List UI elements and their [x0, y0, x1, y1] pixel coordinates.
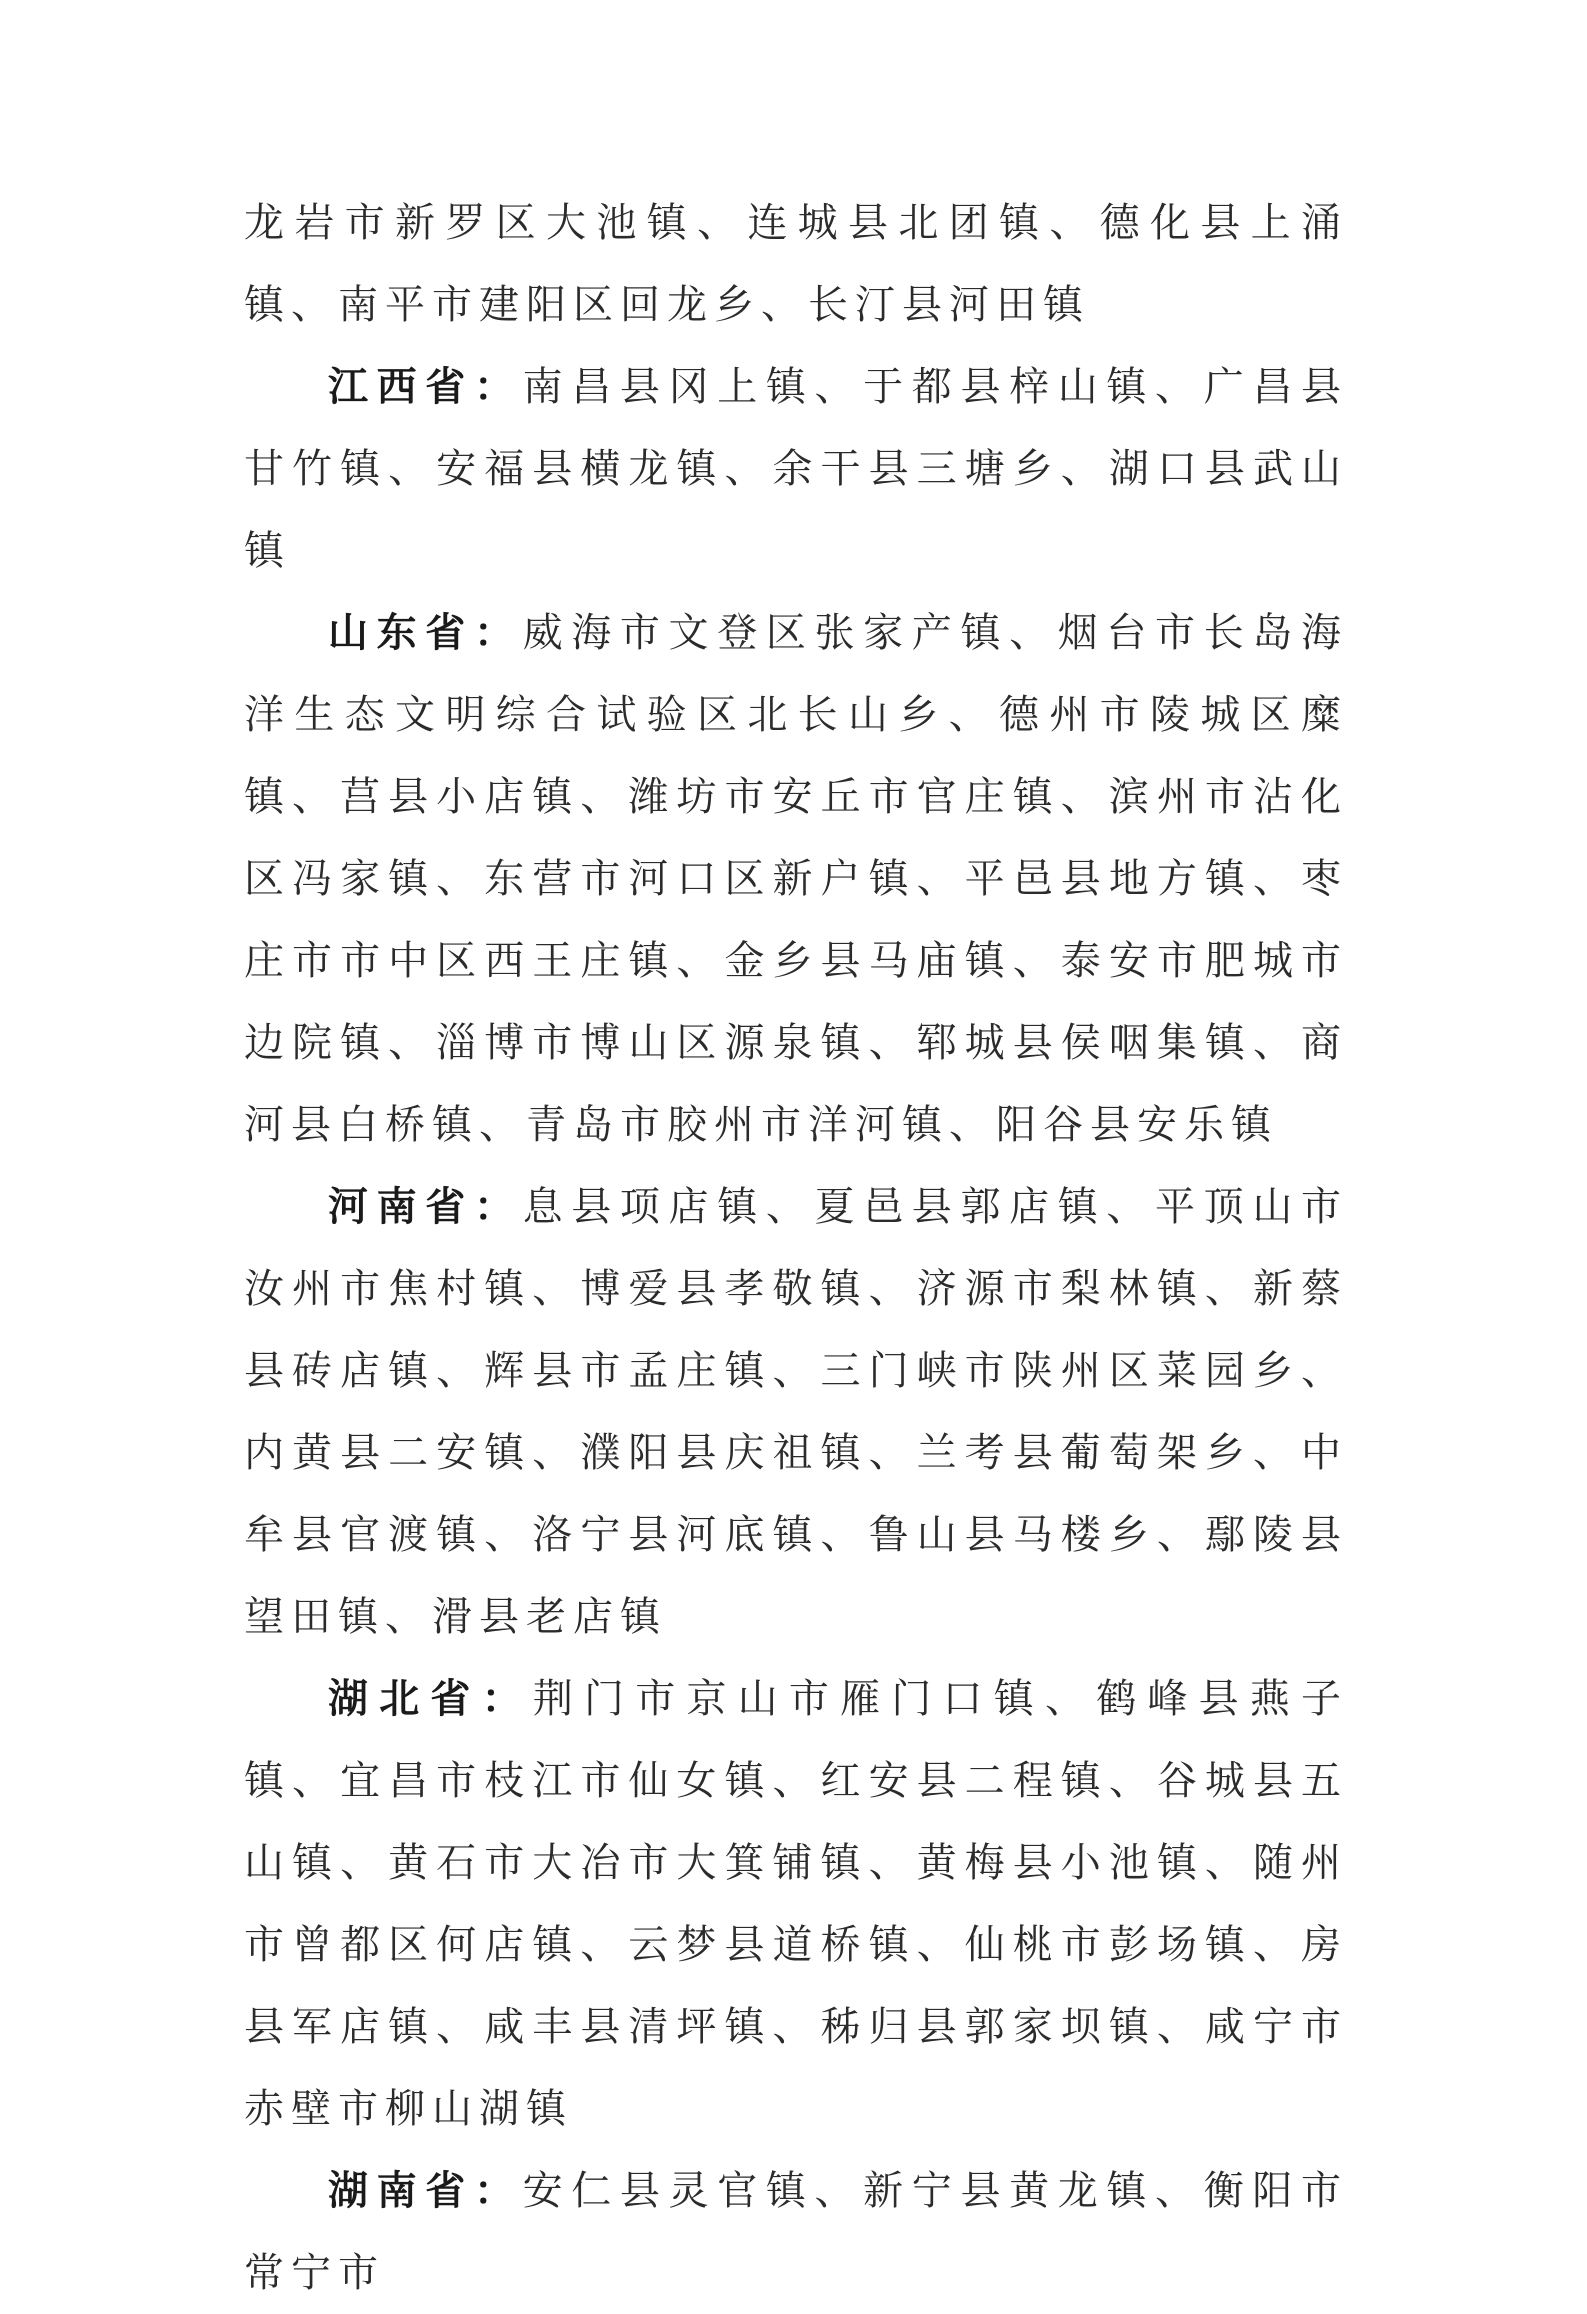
paragraph-text: 南昌县冈上镇、于都县梓山镇、广昌县甘竹镇、安福县横龙镇、余干县三塘乡、湖口县武山镇	[244, 364, 1349, 574]
paragraph-hubei	[244, 1658, 1348, 2150]
paragraph-text: 息县项店镇、夏邑县郭店镇、平顶山市汝州市焦村镇、博爱县孝敬镇、济源市梨林镇、新蔡县砖店镇、辉县市孟庄镇、三门峡市陕州区菜园乡、内黄县二安镇、濮阳县庆祖镇、兰考县葡萄架乡、中牟县官渡镇、洛宁县河底镇、鲁山县马楼乡、鄢陵县望田镇、滑县老店镇	[244, 1184, 1349, 1640]
paragraph-text: 威海市文登区张家产镇、烟台市长岛海洋生态文明综合试验区北长山乡、德州市陵城区糜镇、莒县小店镇、潍坊市安丘市官庄镇、滨州市沾化区冯家镇、东营市河口区新户镇、平邑县地方镇、枣庄市市中区西王庄镇、金乡县马庙镇、泰安市肥城市边院镇、淄博市博山区源泉镇、郓城县侯咽集镇、商河县白桥镇、青岛市胶州市洋河镇、阳谷县安乐镇	[244, 610, 1349, 1148]
province-heading: 江西省：	[328, 364, 523, 410]
province-heading: 湖南省：	[328, 2168, 523, 2214]
paragraph-text: 龙岩市新罗区大池镇、连城县北团镇、德化县上涌镇、南平市建阳区回龙乡、长汀县河田镇	[244, 200, 1348, 328]
province-heading: 河南省：	[328, 1184, 523, 1230]
paragraph-text: 荆门市京山市雁门口镇、鹤峰县燕子镇、宜昌市枝江市仙女镇、红安县二程镇、谷城县五山镇、黄石市大冶市大箕铺镇、黄梅县小池镇、随州市曾都区何店镇、云梦县道桥镇、仙桃市彭场镇、房县军店镇、咸丰县清坪镇、秭归县郭家坝镇、咸宁市赤壁市柳山湖镇	[244, 1676, 1349, 2132]
paragraph-jiangxi	[244, 346, 1348, 592]
province-heading: 湖北省：	[328, 1676, 533, 1722]
paragraph-henan	[244, 1166, 1348, 1658]
document-page	[244, 182, 1348, 2314]
paragraph-hunan	[244, 2150, 1348, 2314]
province-heading: 山东省：	[328, 610, 523, 656]
paragraph-shandong	[244, 592, 1348, 1166]
paragraph-fujian-continued	[244, 182, 1348, 346]
paragraph-text: 安仁县灵官镇、新宁县黄龙镇、衡阳市常宁市	[244, 2168, 1349, 2296]
